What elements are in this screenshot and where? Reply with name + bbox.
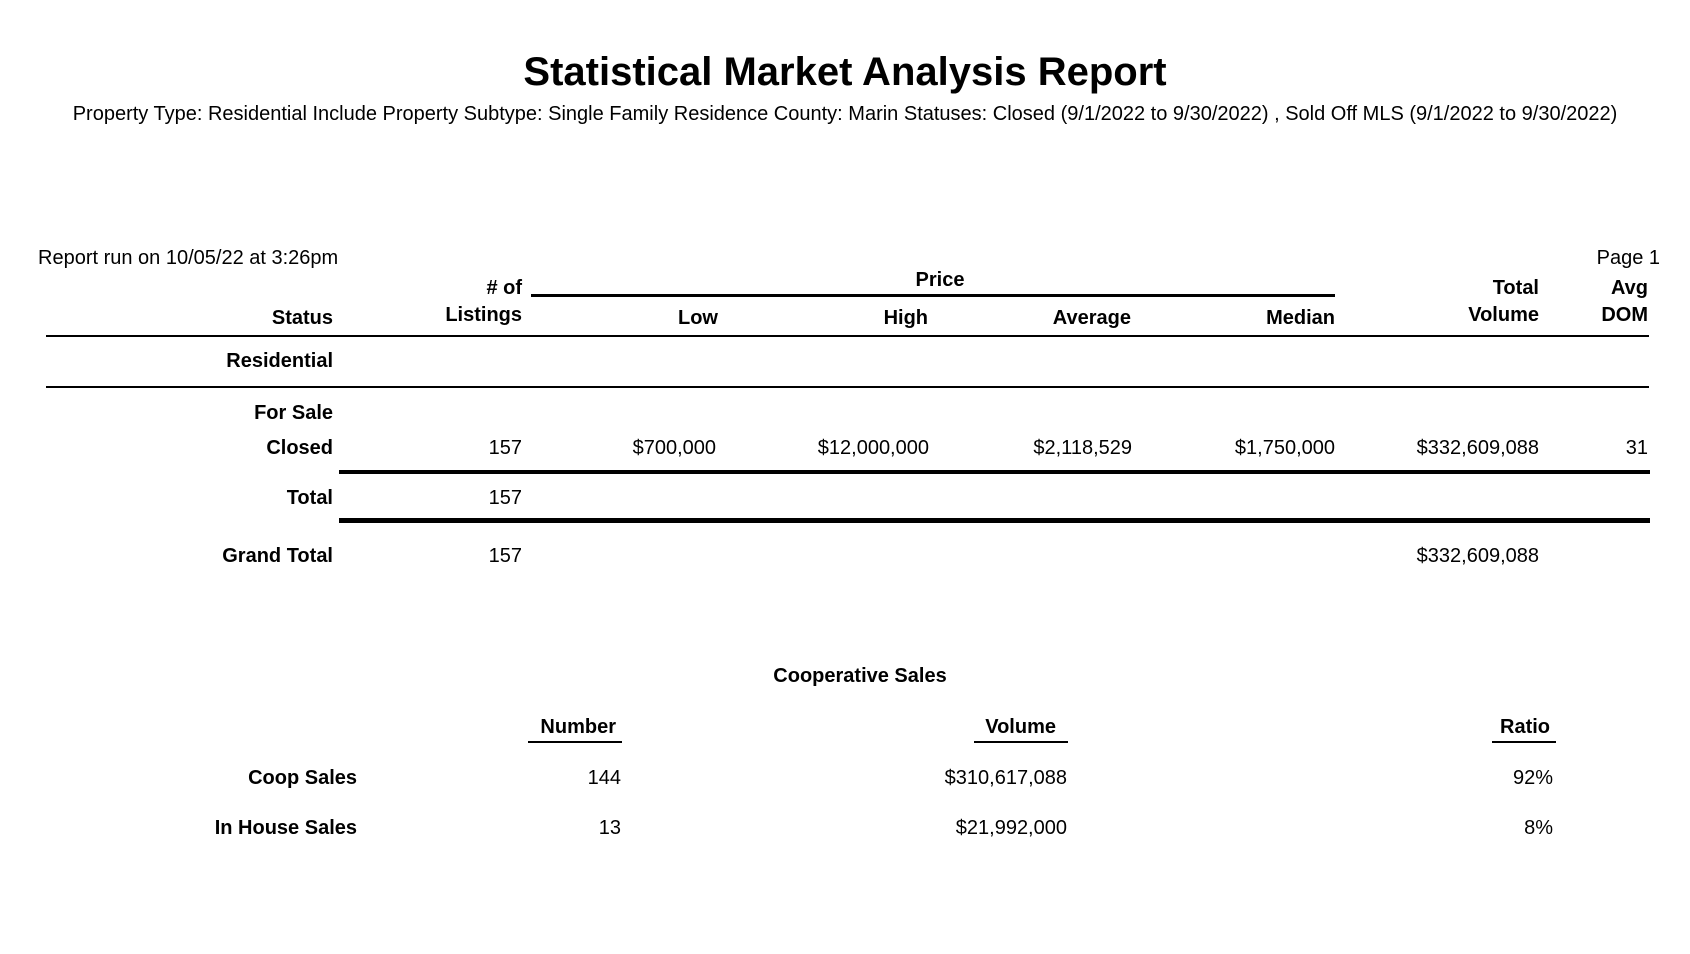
coop-number-underline	[528, 741, 622, 743]
coop-row-volume: $310,617,088	[944, 767, 1067, 789]
header-volume-line2: Volume	[1468, 304, 1539, 326]
row-low: $700,000	[632, 437, 716, 459]
report-run-date: Report run on 10/05/22 at 3:26pm	[38, 247, 339, 269]
report-criteria: Property Type: Residential Include Property Subtype: Single Family Residence County: Marin Statuses: Closed (9/1/2022 to 9/30/2022) , Sold Off MLS (9/1/2022 to 9/30/2022)	[72, 103, 1618, 125]
total-rule	[339, 518, 1650, 523]
header-status: Status	[271, 307, 333, 329]
row-volume: $332,609,088	[1416, 437, 1539, 459]
total-listings: 157	[488, 487, 522, 509]
coop-row-number: 144	[587, 767, 621, 789]
coop-row-label: Coop Sales	[248, 767, 357, 789]
subtotal-rule	[339, 470, 1650, 474]
header-high: High	[883, 307, 928, 329]
page-number: Page 1	[1596, 247, 1660, 269]
grand-total-volume: $332,609,088	[1416, 545, 1539, 567]
section-label: For Sale	[254, 402, 333, 424]
group-rule	[46, 386, 1649, 388]
header-rule	[46, 335, 1649, 337]
row-listings: 157	[488, 437, 522, 459]
group-label: Residential	[226, 350, 333, 372]
header-low: Low	[678, 307, 718, 329]
coop-row-volume: $21,992,000	[955, 817, 1067, 839]
header-volume-line1: Total	[1492, 277, 1539, 299]
header-median: Median	[1266, 307, 1335, 329]
row-dom: 31	[1625, 437, 1648, 459]
header-listings-line1: # of	[486, 277, 522, 299]
grand-total-listings: 157	[488, 545, 522, 567]
row-average: $2,118,529	[1033, 437, 1132, 459]
header-price-group: Price	[915, 269, 965, 291]
coop-title: Cooperative Sales	[773, 665, 947, 687]
price-group-rule	[531, 294, 1335, 297]
row-high: $12,000,000	[817, 437, 929, 459]
header-average: Average	[1052, 307, 1131, 329]
coop-ratio-underline	[1492, 741, 1556, 743]
header-dom-line1: Avg	[1610, 277, 1648, 299]
grand-total-label: Grand Total	[222, 545, 333, 567]
report-title: Statistical Market Analysis Report	[523, 50, 1167, 94]
row-status: Closed	[266, 437, 333, 459]
total-label: Total	[286, 487, 333, 509]
coop-volume-underline	[974, 741, 1068, 743]
coop-row-ratio: 8%	[1524, 817, 1553, 839]
coop-header-ratio: Ratio	[1500, 716, 1550, 738]
header-dom-line2: DOM	[1601, 304, 1648, 326]
coop-row-label: In House Sales	[214, 817, 357, 839]
coop-header-number: Number	[540, 716, 616, 738]
coop-row-number: 13	[598, 817, 621, 839]
header-listings-line2: Listings	[445, 304, 522, 326]
coop-header-volume: Volume	[985, 716, 1056, 738]
row-median: $1,750,000	[1234, 437, 1335, 459]
coop-row-ratio: 92%	[1512, 767, 1553, 789]
